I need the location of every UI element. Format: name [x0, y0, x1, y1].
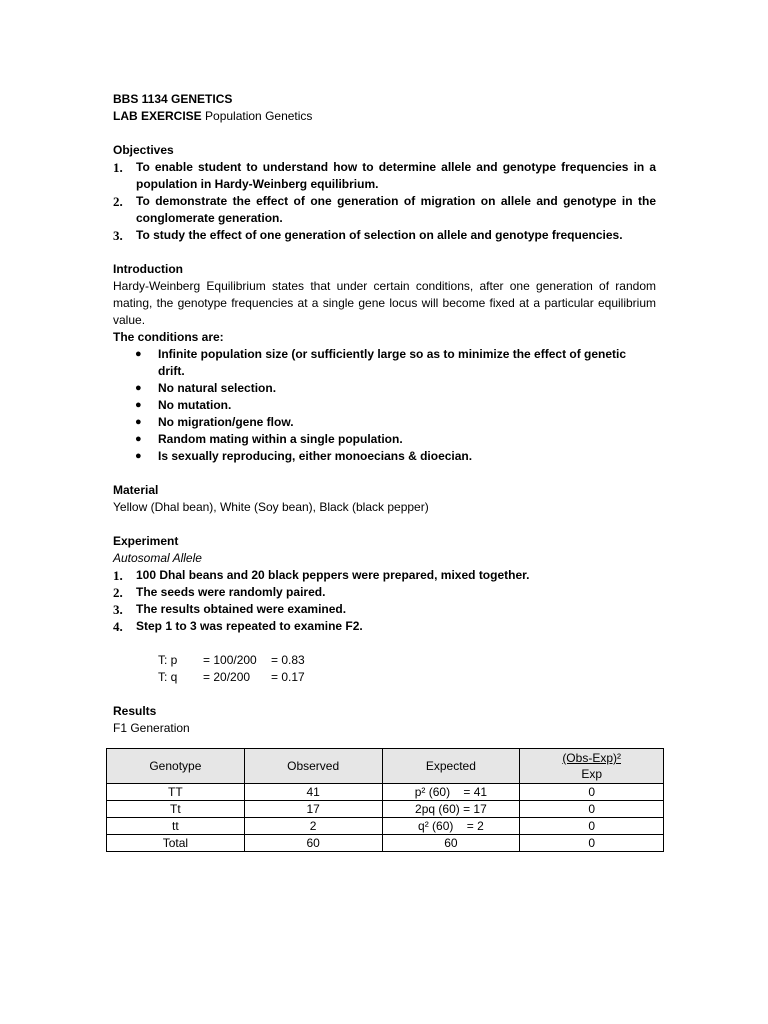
list-item: 3. To study the effect of one generation of selection on allele and genotype frequencies.	[113, 228, 623, 243]
header-expected: Expected	[382, 749, 520, 784]
experiment-subheading: Autosomal Allele	[113, 551, 202, 565]
introduction-heading: Introduction	[113, 262, 183, 276]
bullet-icon: ●	[135, 382, 142, 394]
table-header-row	[107, 749, 664, 784]
bullet-icon: ●	[135, 450, 142, 462]
objectives-list	[113, 159, 656, 244]
cell-observed: 60	[244, 835, 382, 852]
table-row	[107, 784, 664, 801]
cell-observed: 2	[244, 818, 382, 835]
table-row	[107, 835, 664, 852]
bullet-icon: ●	[135, 416, 142, 428]
cell-chi: 0	[520, 818, 664, 835]
bullet-icon: ●	[135, 433, 142, 445]
list-item: 2. To demonstrate the effect of one generation of migration on allele and genotype in the conglomerate generation.	[113, 194, 656, 225]
cell-expected: 60	[382, 835, 520, 852]
list-item: 1. 100 Dhal beans and 20 black peppers were prepared, mixed together.	[113, 568, 530, 583]
cell-observed: 41	[244, 784, 382, 801]
table-row	[107, 801, 664, 818]
conditions-label: The conditions are:	[113, 330, 224, 344]
lab-label: LAB EXERCISE	[113, 109, 202, 123]
lab-title	[113, 108, 656, 125]
cell-genotype: tt	[107, 818, 245, 835]
cell-expected: q² (60) = 2	[382, 818, 520, 835]
chi-denominator: Exp	[581, 767, 602, 781]
conditions-list	[113, 346, 656, 465]
document-page	[113, 91, 656, 737]
experiment-heading: Experiment	[113, 534, 179, 548]
header-chi-square	[520, 749, 664, 784]
bullet-icon: ●	[135, 399, 142, 411]
cell-expected: 2pq (60) = 17	[382, 801, 520, 818]
objectives-heading: Objectives	[113, 143, 174, 157]
header-observed: Observed	[244, 749, 382, 784]
table-row	[107, 818, 664, 835]
cell-genotype: Total	[107, 835, 245, 852]
material-heading: Material	[113, 483, 159, 497]
cell-expected: p² (60) = 41	[382, 784, 520, 801]
course-title: BBS 1134 GENETICS	[113, 92, 233, 106]
list-item: ● No migration/gene flow.	[135, 415, 294, 429]
cell-chi: 0	[520, 784, 664, 801]
results-heading: Results	[113, 704, 157, 718]
calc-row-p: T: p = 100/200 = 0.83	[158, 653, 305, 667]
cell-chi: 0	[520, 801, 664, 818]
list-item: ● Infinite population size (or sufficiently large so as to minimize the effect of genetic drift.	[135, 347, 627, 378]
material-text: Yellow (Dhal bean), White (Soy bean), Black (black pepper)	[113, 500, 429, 514]
list-item: ● No mutation.	[135, 398, 232, 412]
chi-numerator: (Obs-Exp)²	[562, 751, 621, 765]
cell-genotype: Tt	[107, 801, 245, 818]
bullet-icon: ●	[135, 348, 142, 360]
introduction-paragraph: Hardy-Weinberg Equilibrium states that under certain conditions, after one generation of random mating, the genotype frequencies at a single gene locus will become fixed at a particular equilibrium value.	[113, 279, 656, 327]
cell-chi: 0	[520, 835, 664, 852]
header-genotype: Genotype	[107, 749, 245, 784]
lab-topic: Population Genetics	[201, 109, 313, 123]
list-item: 3. The results obtained were examined.	[113, 602, 347, 617]
calc-row-q: T: q = 20/200 = 0.17	[158, 670, 305, 684]
list-item: 1. To enable student to understand how to determine allele and genotype frequencies in a population in Hardy-Weinberg equilibrium.	[113, 160, 656, 191]
list-item: ● No natural selection.	[135, 381, 277, 395]
experiment-steps	[113, 567, 656, 635]
list-item: 4. Step 1 to 3 was repeated to examine F2.	[113, 619, 363, 634]
list-item: ● Random mating within a single population.	[135, 432, 403, 446]
cell-observed: 17	[244, 801, 382, 818]
cell-genotype: TT	[107, 784, 245, 801]
list-item: 2. The seeds were randomly paired.	[113, 585, 326, 600]
list-item: ● Is sexually reproducing, either monoecians & dioecian.	[135, 449, 473, 463]
results-table	[106, 748, 664, 852]
results-subheading: F1 Generation	[113, 721, 190, 735]
